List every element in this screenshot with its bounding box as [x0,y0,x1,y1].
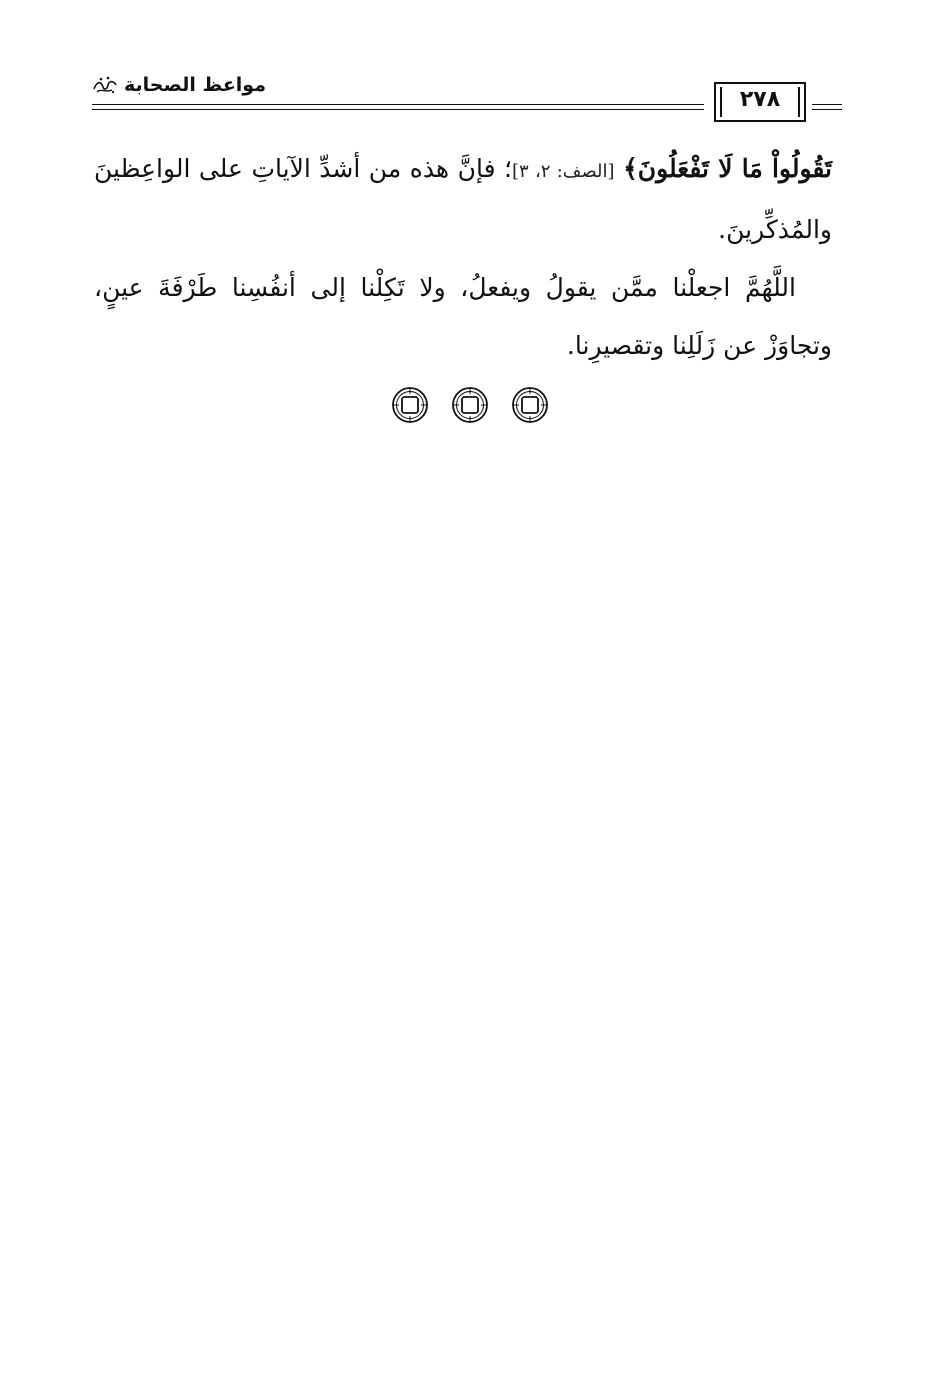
ornament-circle-square-icon [391,386,429,424]
quran-ayah: تَقُولُواْ مَا لَا تَفْعَلُونَ [637,154,832,183]
page-body [94,140,832,375]
ayah-closing-bracket: ﴾ [623,154,638,183]
page-number-frame [714,82,806,122]
section-separator [0,386,940,424]
page-number: ٢٧٨ [739,87,781,112]
ayah-reference: [الصف: ٢، ٣] [512,161,615,182]
book-title: مواعظ الصحابة [124,74,266,96]
header-double-rule [92,104,704,112]
ornament-circle-square-icon [451,386,489,424]
paragraph-1-text: ؛ فإنَّ هذه من أشدِّ الآياتِ على الواعِظينَ والمُذكِّرينَ. [94,154,832,244]
page-header [92,70,842,126]
running-title [92,74,266,96]
paragraph-2-text: اللَّهُمَّ اجعلْنا ممَّن يقولُ ويفعلُ، ولا تَكِلْنا إلى أنفُسِنا طَرْفَةَ عينٍ، وتجاوَزْ عن زَلَلِنا وتقصيرِنا. [94,273,832,360]
header-right-rule [812,104,842,112]
ornament-circle-square-icon [511,386,549,424]
paragraph-1 [94,140,832,259]
radiyallahu-anhum-ligature-icon [92,75,118,95]
paragraph-2 [94,259,832,375]
